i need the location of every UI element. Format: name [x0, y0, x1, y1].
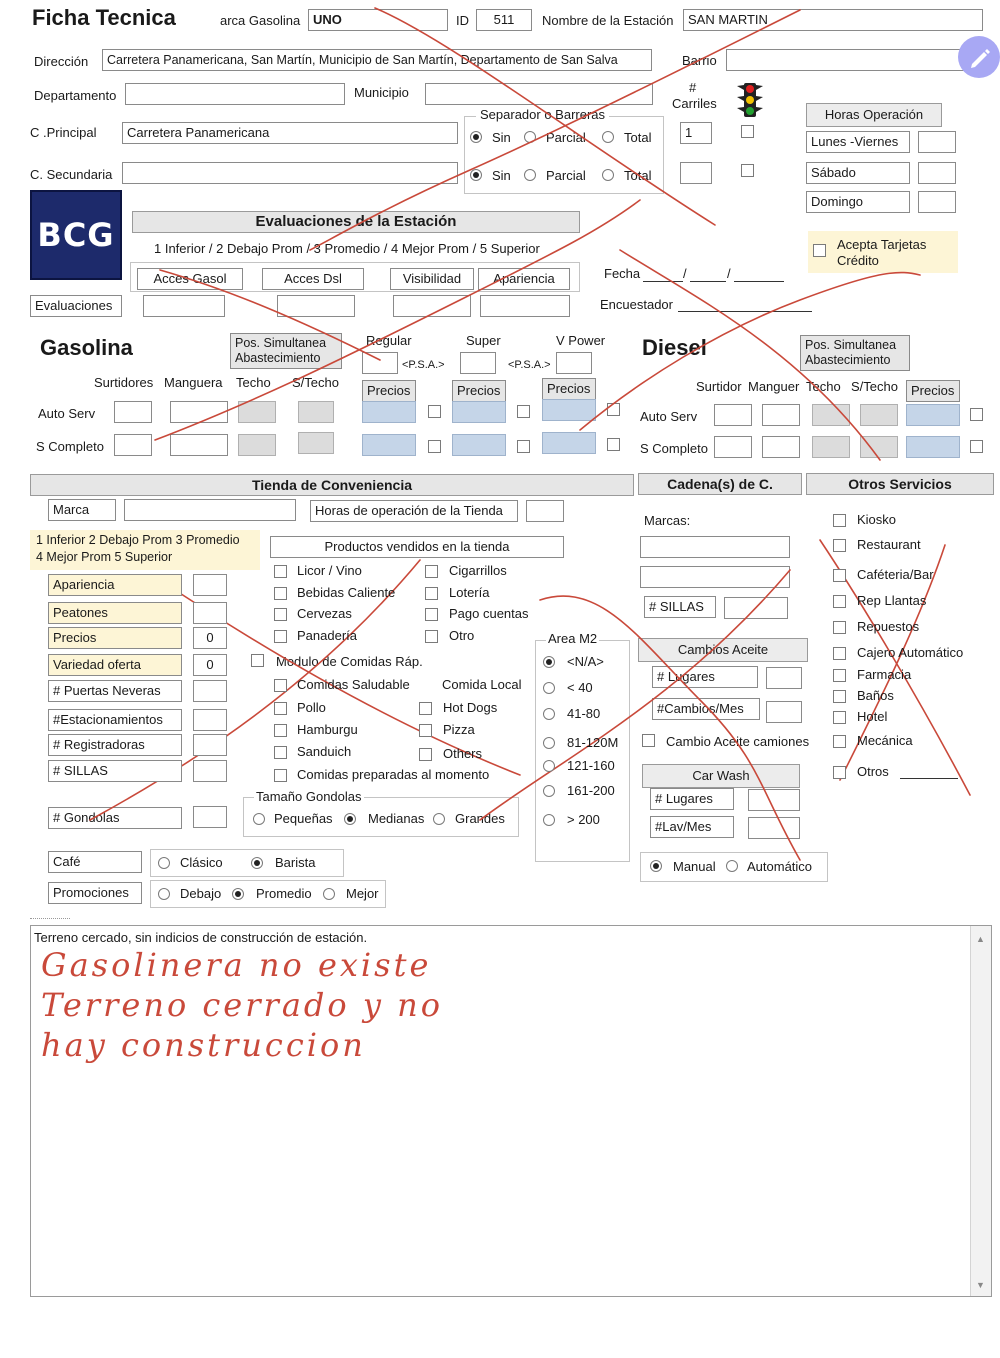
- cadena-marca-field-1[interactable]: [640, 536, 790, 558]
- direccion-field[interactable]: Carretera Panamericana, San Martín, Municipio de San Martín, Departamento de San Salva: [102, 49, 652, 71]
- tienda-attr-field[interactable]: [193, 760, 227, 782]
- area-option-label: 81-120M: [567, 735, 619, 750]
- otros-servicio-checkbox[interactable]: [833, 766, 846, 779]
- gas-col-surtidores: Surtidores: [94, 375, 154, 390]
- evaluaciones-label: Evaluaciones: [30, 295, 122, 317]
- tienda-attr-field[interactable]: [193, 709, 227, 731]
- handwritten-line-1: Gasolinera no existe: [41, 946, 432, 984]
- carril-check-2[interactable]: [741, 164, 754, 177]
- gas-autoserv-check-regular[interactable]: [428, 405, 441, 418]
- separador-parcial-label-2: Parcial: [546, 168, 586, 183]
- otros-servicio-checkbox[interactable]: [833, 595, 846, 608]
- fecha-sep-1: /: [683, 266, 687, 281]
- carriles-field-2[interactable]: [680, 162, 712, 184]
- eval-visibilidad-field[interactable]: [393, 295, 471, 317]
- dsl-scompleto-precio[interactable]: [906, 436, 960, 458]
- gas-autoserv-precio-super[interactable]: [452, 401, 506, 423]
- cadena-sillas-field[interactable]: [724, 597, 788, 619]
- comida-checkbox[interactable]: [419, 702, 432, 715]
- cadena-title: Cadena(s) de C.: [638, 473, 802, 495]
- gas-scompleto-techo[interactable]: [238, 434, 276, 456]
- comida-label: Hot Dogs: [443, 700, 498, 715]
- cafe-clasico-radio[interactable]: [158, 857, 170, 869]
- separador-total-radio-2[interactable]: [602, 169, 614, 181]
- gas-scompleto-stecho[interactable]: [298, 432, 334, 454]
- gas-scompleto-manguera[interactable]: [170, 434, 228, 456]
- gas-autoserv-precio-regular[interactable]: [362, 401, 416, 423]
- gas-row-scompleto: S Completo: [36, 439, 104, 454]
- eval-acces-dsl-field[interactable]: [277, 295, 355, 317]
- gas-autoserv-check-vpower[interactable]: [607, 403, 620, 416]
- otros-servicio-checkbox[interactable]: [833, 514, 846, 527]
- area-radio[interactable]: [543, 760, 555, 772]
- eval-col-acces-dsl: Acces Dsl: [262, 268, 364, 290]
- tienda-marca-field[interactable]: [124, 499, 296, 521]
- cadena-marcas-label: Marcas:: [644, 513, 691, 528]
- carriles-field-1[interactable]: 1: [680, 122, 712, 144]
- dsl-autoserv-stecho[interactable]: [860, 404, 898, 426]
- gas-autoserv-check-super[interactable]: [517, 405, 530, 418]
- gas-precios-super: Precios: [452, 380, 506, 402]
- csecundaria-label: C. Secundaria: [30, 167, 113, 182]
- carwash-manual-radio[interactable]: [650, 860, 662, 872]
- producto-checkbox[interactable]: [274, 630, 287, 643]
- gas-scompleto-precio-super[interactable]: [452, 434, 506, 456]
- promociones-label: Promociones: [48, 882, 142, 904]
- gas-autoserv-precio-vpower[interactable]: [542, 399, 596, 421]
- scroll-up-icon[interactable]: ▲: [976, 934, 985, 944]
- producto-checkbox[interactable]: [425, 587, 438, 600]
- cprincipal-field[interactable]: Carretera Panamericana: [122, 122, 458, 144]
- gas-super-psa-field[interactable]: [460, 352, 496, 374]
- area-radio[interactable]: [543, 708, 555, 720]
- gondolas-pequenas-radio[interactable]: [253, 813, 265, 825]
- gondolas-medianas-radio[interactable]: [344, 813, 356, 825]
- tienda-attr-label: Apariencia: [48, 574, 182, 596]
- camiones-label: Cambio Aceite camiones: [666, 734, 810, 749]
- barrio-field[interactable]: [726, 49, 966, 71]
- camiones-checkbox[interactable]: [642, 734, 655, 747]
- tienda-scale-line2: 4 Mejor Prom 5 Superior: [36, 550, 173, 564]
- cadena-sillas-label: # SILLAS: [644, 596, 716, 618]
- horas-sabado-field[interactable]: [918, 162, 956, 184]
- horas-title: Horas Operación: [806, 103, 942, 127]
- eval-apariencia-field[interactable]: [480, 295, 570, 317]
- producto-label: Panadería: [297, 628, 357, 643]
- fecha-year-line[interactable]: [734, 281, 784, 282]
- dsl-autoserv-manguer[interactable]: [762, 404, 800, 426]
- producto-checkbox[interactable]: [274, 565, 287, 578]
- producto-label: Cervezas: [297, 606, 352, 621]
- comida-label: Hamburgu: [297, 722, 358, 737]
- cambios-mes-label: #Cambios/Mes: [652, 698, 760, 720]
- producto-label: Bebidas Caliente: [297, 585, 396, 600]
- comida-checkbox[interactable]: [274, 769, 287, 782]
- horas-domingo-field[interactable]: [918, 191, 956, 213]
- producto-label: Otro: [449, 628, 475, 643]
- modulo-comidas-checkbox[interactable]: [251, 654, 264, 667]
- gas-scompleto-check-vpower[interactable]: [607, 438, 620, 451]
- dsl-row-scompleto: S Completo: [640, 441, 708, 456]
- otros-servicio-checkbox[interactable]: [833, 690, 846, 703]
- tienda-gondolas-field[interactable]: [193, 806, 227, 828]
- horas-row-sabado: Sábado: [806, 162, 910, 184]
- page-title: Ficha Tecnica: [32, 5, 176, 30]
- otros-servicio-label: Restaurant: [857, 537, 921, 552]
- carriles-label: Carriles: [672, 96, 717, 111]
- separador-sin-label-2: Sin: [492, 168, 511, 183]
- tienda-attr-label: Variedad oferta: [48, 654, 182, 676]
- producto-checkbox[interactable]: [425, 565, 438, 578]
- gas-psa-label-2: <P.S.A.>: [508, 359, 551, 371]
- dsl-col-stecho: S/Techo: [851, 379, 898, 394]
- modulo-comidas-label: Modulo de Comidas Ráp.: [276, 654, 423, 669]
- diesel-title: Diesel: [642, 335, 707, 360]
- evaluaciones-title: Evaluaciones de la Estación: [132, 211, 580, 233]
- tienda-attr-field[interactable]: [193, 680, 227, 702]
- gas-col-techo: Techo: [236, 375, 271, 390]
- area-option-label: 121-160: [567, 758, 615, 773]
- separador-sin-radio-1[interactable]: [470, 131, 482, 143]
- carwash-lav-field[interactable]: [748, 817, 800, 839]
- cprincipal-label: C .Principal: [30, 125, 97, 140]
- separador-parcial-label-1: Parcial: [546, 130, 586, 145]
- area-radio[interactable]: [543, 737, 555, 749]
- dsl-scompleto-check[interactable]: [970, 440, 983, 453]
- otros-servicio-label: Rep Llantas: [857, 593, 927, 608]
- producto-label: Cigarrillos: [449, 563, 507, 578]
- cadena-marca-field-2[interactable]: [640, 566, 790, 588]
- otros-servicio-checkbox[interactable]: [833, 711, 846, 724]
- gas-scompleto-check-super[interactable]: [517, 440, 530, 453]
- carwash-manual-label: Manual: [673, 859, 716, 874]
- eval-col-acces-gasol: Acces Gasol: [137, 268, 243, 290]
- promo-promedio-radio[interactable]: [232, 888, 244, 900]
- producto-label: Pago cuentas: [449, 606, 529, 621]
- dsl-scompleto-manguer[interactable]: [762, 436, 800, 458]
- tienda-horas-label: Horas de operación de la Tienda: [310, 500, 518, 522]
- comida-label: Pizza: [443, 722, 475, 737]
- gas-autoserv-surtidores[interactable]: [114, 401, 152, 423]
- tienda-attr-label: # Registradoras: [48, 734, 182, 756]
- dsl-precios-header: Precios: [906, 380, 960, 402]
- gas-col-stecho: S/Techo: [292, 375, 339, 390]
- estacion-label: Nombre de la Estación: [542, 13, 674, 28]
- carriles-hash: #: [689, 80, 697, 95]
- barrio-label: Barrio: [682, 53, 717, 68]
- carwash-lugares-field[interactable]: [748, 789, 800, 811]
- gas-autoserv-manguera[interactable]: [170, 401, 228, 423]
- separador-sin-radio-2[interactable]: [470, 169, 482, 181]
- producto-checkbox[interactable]: [274, 608, 287, 621]
- horas-row-lunes: Lunes -Viernes: [806, 131, 910, 153]
- carwash-automatico-label: Automático: [747, 859, 813, 874]
- comida-label: Sanduich: [297, 744, 352, 759]
- tienda-attr-label: Precios: [48, 627, 182, 649]
- traffic-light-icon: [735, 82, 765, 121]
- producto-checkbox[interactable]: [425, 608, 438, 621]
- tienda-attr-label: # Puertas Neveras: [48, 680, 182, 702]
- producto-label: Lotería: [449, 585, 490, 600]
- csecundaria-field[interactable]: [122, 162, 458, 184]
- carwash-lugares-label: # Lugares: [650, 788, 734, 810]
- otros-servicio-label: Kiosko: [857, 512, 897, 527]
- area-option-label: > 200: [567, 812, 600, 827]
- comida-checkbox[interactable]: [274, 724, 287, 737]
- cambios-mes-field[interactable]: [766, 701, 802, 723]
- edit-pencil-icon[interactable]: [958, 36, 1000, 78]
- otros-title: Otros Servicios: [806, 473, 994, 495]
- handwritten-line-2: Terreno cerrado y no: [41, 986, 443, 1024]
- eval-col-visibilidad: Visibilidad: [390, 268, 474, 290]
- bcg-logo: BCG: [30, 190, 122, 280]
- carril-check-1[interactable]: [741, 125, 754, 138]
- promo-mejor-label: Mejor: [346, 886, 379, 901]
- gas-precios-regular: Precios: [362, 380, 416, 402]
- cafe-barista-radio[interactable]: [251, 857, 263, 869]
- eval-col-apariencia: Apariencia: [478, 268, 570, 290]
- otros-servicio-checkbox[interactable]: [833, 539, 846, 552]
- carwash-automatico-radio[interactable]: [726, 860, 738, 872]
- area-option-label: 161-200: [567, 783, 615, 798]
- area-radio[interactable]: [543, 656, 555, 668]
- dsl-col-surtidor: Surtidor: [696, 379, 742, 394]
- tarjetas-label: Acepta Tarjetas Crédito: [837, 237, 927, 268]
- tienda-attr-label: Peatones: [48, 602, 182, 624]
- cafe-barista-label: Barista: [275, 855, 316, 870]
- tienda-attr-field[interactable]: [193, 734, 227, 756]
- dsl-row-autoserv: Auto Serv: [640, 409, 698, 424]
- diesel-pos-simultanea: Pos. Simultanea Abastecimiento: [800, 335, 910, 371]
- cambios-lugares-field[interactable]: [766, 667, 802, 689]
- comida-label: Others: [443, 746, 483, 761]
- fecha-sep-2: /: [727, 266, 731, 281]
- otros-servicio-label: Otros: [857, 764, 889, 779]
- area-title: Area M2: [548, 631, 598, 646]
- comida-checkbox[interactable]: [274, 679, 287, 692]
- fecha-day-line[interactable]: [643, 281, 683, 282]
- promo-debajo-radio[interactable]: [158, 888, 170, 900]
- separador-parcial-radio-2[interactable]: [524, 169, 536, 181]
- comida-label: Comidas preparadas al momento: [297, 767, 490, 782]
- cambios-aceite-title: Cambios Aceite: [638, 638, 808, 662]
- promo-promedio-label: Promedio: [256, 886, 312, 901]
- gas-vpower-psa-field[interactable]: [556, 352, 592, 374]
- tienda-marca-label: Marca: [48, 499, 116, 521]
- dsl-scompleto-stecho[interactable]: [860, 436, 898, 458]
- otros-servicio-label: Repuestos: [857, 619, 920, 634]
- gas-autoserv-techo[interactable]: [238, 401, 276, 423]
- direccion-label: Dirección: [34, 54, 89, 69]
- gas-regular-psa-field[interactable]: [362, 352, 398, 374]
- otros-servicio-checkbox[interactable]: [833, 735, 846, 748]
- cafe-label: Café: [48, 851, 142, 873]
- otros-servicio-checkbox[interactable]: [833, 669, 846, 682]
- gas-fuel-regular: Regular: [366, 333, 412, 348]
- gondolas-size-title: Tamaño Gondolas: [256, 789, 362, 804]
- comida-checkbox[interactable]: [274, 702, 287, 715]
- horas-lunes-field[interactable]: [918, 131, 956, 153]
- municipio-label: Municipio: [354, 85, 409, 100]
- area-radio[interactable]: [543, 785, 555, 797]
- evaluaciones-scale: 1 Inferior / 2 Debajo Prom / 3 Promedio / 4 Mejor Prom / 5 Superior: [154, 241, 540, 256]
- gondolas-pequenas-label: Pequeñas: [274, 811, 333, 826]
- otros-servicio-checkbox[interactable]: [833, 647, 846, 660]
- comments-textarea[interactable]: [30, 925, 992, 1297]
- producto-checkbox[interactable]: [425, 630, 438, 643]
- tienda-attr-label: # SILLAS: [48, 760, 182, 782]
- tienda-attr-field[interactable]: [193, 574, 227, 596]
- dsl-autoserv-surtidor[interactable]: [714, 404, 752, 426]
- otros-servicio-label: Baños: [857, 688, 894, 703]
- horas-row-domingo: Domingo: [806, 191, 910, 213]
- gas-fuel-super: Super: [466, 333, 501, 348]
- dsl-autoserv-check[interactable]: [970, 408, 983, 421]
- gas-scompleto-precio-regular[interactable]: [362, 434, 416, 456]
- id-field[interactable]: 511: [476, 9, 532, 31]
- dsl-autoserv-techo[interactable]: [812, 404, 850, 426]
- fecha-label: Fecha: [604, 266, 641, 281]
- gasolina-pos-simultanea: Pos. Simultanea Abastecimiento: [230, 333, 342, 369]
- cafe-clasico-label: Clásico: [180, 855, 223, 870]
- marca-gasolina-field[interactable]: UNO: [308, 9, 448, 31]
- productos-title: Productos vendidos en la tienda: [270, 536, 564, 558]
- gas-scompleto-check-regular[interactable]: [428, 440, 441, 453]
- scroll-down-icon[interactable]: ▼: [976, 1280, 985, 1290]
- comida-local-label: Comida Local: [442, 677, 522, 692]
- cambios-lugares-label: # Lugares: [652, 666, 758, 688]
- gas-autoserv-stecho[interactable]: [298, 401, 334, 423]
- comments-caption-stub: [30, 918, 70, 925]
- otros-servicio-label: Mecánica: [857, 733, 913, 748]
- comments-typed-text: Terreno cercado, sin indicios de construcción de estación.: [34, 930, 368, 945]
- comments-scrollbar[interactable]: [970, 926, 991, 1296]
- dsl-scompleto-surtidor[interactable]: [714, 436, 752, 458]
- encuestador-label: Encuestador: [600, 297, 673, 312]
- separador-sin-label-1: Sin: [492, 130, 511, 145]
- area-group: [535, 640, 630, 862]
- promo-debajo-label: Debajo: [180, 886, 222, 901]
- estacion-field[interactable]: SAN MARTIN: [683, 9, 983, 31]
- separador-parcial-radio-1[interactable]: [524, 131, 536, 143]
- comida-label: Pollo: [297, 700, 326, 715]
- comida-checkbox[interactable]: [274, 746, 287, 759]
- tienda-gondolas-label: # Gondolas: [48, 807, 182, 829]
- separador-total-label-2: Total: [624, 168, 652, 183]
- tienda-scale-line1: 1 Inferior 2 Debajo Prom 3 Promedio: [36, 533, 240, 547]
- area-option-label: <N/A>: [567, 654, 604, 669]
- area-radio[interactable]: [543, 682, 555, 694]
- otros-servicio-label: Cajero Automático: [857, 645, 964, 660]
- comida-label: Comidas Saludable: [297, 677, 410, 692]
- gas-scompleto-surtidores[interactable]: [114, 434, 152, 456]
- marca-gasolina-label: arca Gasolina: [220, 13, 301, 28]
- dsl-autoserv-precio[interactable]: [906, 404, 960, 426]
- tarjetas-checkbox[interactable]: [813, 244, 826, 257]
- eval-acces-gasol-field[interactable]: [143, 295, 225, 317]
- gondolas-grandes-radio[interactable]: [433, 813, 445, 825]
- tienda-horas-field[interactable]: [526, 500, 564, 522]
- departamento-label: Departamento: [34, 88, 117, 103]
- tienda-attr-label: #Estacionamientos: [48, 709, 182, 731]
- gas-scompleto-precio-vpower[interactable]: [542, 432, 596, 454]
- tienda-title: Tienda de Conveniencia: [30, 474, 634, 496]
- otros-servicio-checkbox[interactable]: [833, 621, 846, 634]
- gondolas-grandes-label: Grandes: [455, 811, 505, 826]
- carwash-title: Car Wash: [642, 764, 800, 788]
- id-label: ID: [456, 13, 469, 28]
- fecha-month-line[interactable]: [690, 281, 726, 282]
- carwash-lav-label: #Lav/Mes: [650, 816, 734, 838]
- comida-checkbox[interactable]: [419, 748, 432, 761]
- separadores-title: Separador o Barreras: [476, 107, 609, 122]
- producto-label: Licor / Vino: [297, 563, 362, 578]
- municipio-field[interactable]: [425, 83, 653, 105]
- dsl-scompleto-techo[interactable]: [812, 436, 850, 458]
- otros-line[interactable]: [900, 778, 958, 779]
- gondolas-medianas-label: Medianas: [368, 811, 425, 826]
- tienda-attr-field[interactable]: 0: [193, 654, 227, 676]
- gas-precios-vpower: Precios: [542, 378, 596, 400]
- promo-mejor-radio[interactable]: [323, 888, 335, 900]
- gasolina-title: Gasolina: [40, 335, 133, 360]
- encuestador-line[interactable]: [678, 311, 812, 312]
- separador-total-label-1: Total: [624, 130, 652, 145]
- tienda-attr-field[interactable]: [193, 602, 227, 624]
- otros-servicio-checkbox[interactable]: [833, 569, 846, 582]
- gas-fuel-vpower: V Power: [556, 333, 606, 348]
- gas-psa-label-1: <P.S.A.>: [402, 359, 445, 371]
- producto-checkbox[interactable]: [274, 587, 287, 600]
- tienda-attr-field[interactable]: 0: [193, 627, 227, 649]
- dsl-col-techo: Techo: [806, 379, 841, 394]
- departamento-field[interactable]: [125, 83, 345, 105]
- area-option-label: < 40: [567, 680, 593, 695]
- otros-servicio-label: Hotel: [857, 709, 888, 724]
- separador-total-radio-1[interactable]: [602, 131, 614, 143]
- otros-servicio-label: Caféteria/Bar: [857, 567, 934, 582]
- handwritten-line-3: hay construccion: [41, 1026, 366, 1064]
- area-radio[interactable]: [543, 814, 555, 826]
- otros-servicio-label: Farmacia: [857, 667, 912, 682]
- gas-col-manguera: Manguera: [164, 375, 223, 390]
- area-option-label: 41-80: [567, 706, 601, 721]
- comida-checkbox[interactable]: [419, 724, 432, 737]
- dsl-col-manguer: Manguer: [748, 379, 800, 394]
- gas-row-autoserv: Auto Serv: [38, 406, 96, 421]
